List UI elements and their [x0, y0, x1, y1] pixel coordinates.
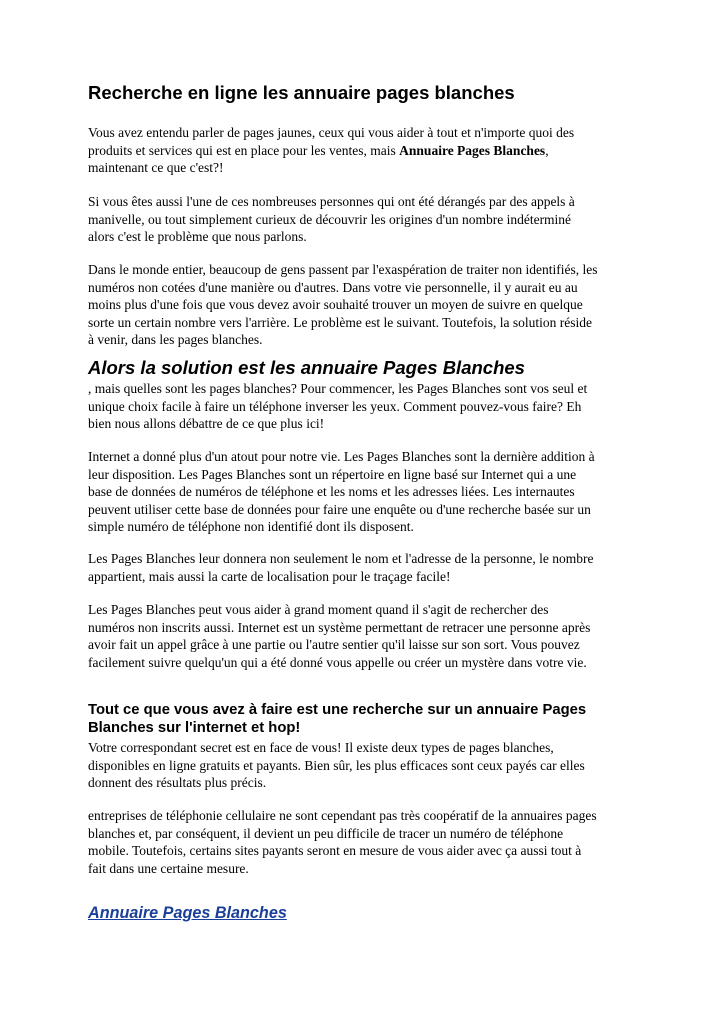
- section-heading-search: [88, 702, 648, 738]
- paragraph-9: [88, 807, 648, 877]
- paragraph-6: [88, 550, 648, 585]
- heading-line: Blanches sur l'internet et hop!: [88, 719, 301, 736]
- paragraph-5: [88, 448, 648, 536]
- text-line: à venir, dans les pages blanches.: [88, 332, 263, 348]
- text-line: unique choix facile à faire un téléphone inverser les yeux. Comment pouvez-vous faire? Eh: [88, 398, 582, 414]
- text-line: appartient, mais aussi la carte de localisation pour le traçage facile!: [88, 568, 451, 584]
- section-heading-solution: Alors la solution est les annuaire Pages Blanches: [88, 357, 525, 378]
- text-line: Votre correspondant secret est en face de vous! Il existe deux types de pages blanches,: [88, 740, 554, 755]
- page-title: Recherche en ligne les annuaire pages blanches: [88, 82, 515, 103]
- text-line: maintenant ce que c'est?!: [88, 160, 224, 176]
- text-line: [88, 142, 648, 160]
- text-line: peuvent utiliser cette base de données pour faire une enquête ou d'une recherche basée sur un: [88, 501, 591, 517]
- paragraph-intro: [88, 124, 648, 177]
- text-line: blanches et, par conséquent, il devient un peu difficile de tracer un numéro de téléphone: [88, 825, 564, 841]
- paragraph-4: [88, 380, 648, 433]
- text-line: Dans le monde entier, beaucoup de gens passent par l'exaspération de traiter non identifiés, les: [88, 262, 598, 277]
- text-line: avoir fait un appel grâce à une partie ou l'autre sentier qu'il laisse sur son sort. Vous pouvez: [88, 637, 580, 653]
- text-line: bien nous allons débattre de ce que plus ici!: [88, 416, 325, 432]
- text-line: manivelle, ou tout simplement curieux de découvrir les origines d'un nombre indéterminé: [88, 211, 572, 227]
- text-line: simple numéro de téléphone non identifié dont ils disposent.: [88, 519, 414, 535]
- paragraph-7: [88, 601, 648, 671]
- text-line: mobile. Toutefois, certains sites payants seront en mesure de vous aider avec ça aussi tout à: [88, 843, 582, 859]
- text-fragment: ,: [545, 142, 549, 158]
- paragraph-3: [88, 261, 648, 349]
- text-line: moins plus d'une fois que vous devez avoir souhaité trouver un moyen de suivre en quelque: [88, 297, 583, 313]
- text-line: sorte un certain nombre vers l'arrière. Le problème est le suivant. Toutefois, la solution réside: [88, 314, 592, 330]
- text-line: , mais quelles sont les pages blanches? Pour commencer, les Pages Blanches sont vos seul et: [88, 381, 588, 396]
- text-line: base de données de numéros de téléphone et les noms et les adresses liées. Les internautes: [88, 484, 575, 500]
- paragraph-2: [88, 193, 648, 246]
- text-line: facilement suivre quelqu'un qui a été donné vous appelle ou créer un mystère dans votre vie.: [88, 654, 587, 670]
- text-line: fait dans une certaine mesure.: [88, 860, 249, 876]
- heading-line: Tout ce que vous avez à faire est une recherche sur un annuaire Pages: [88, 702, 587, 718]
- text-line: numéros non cotées d'une manière ou d'autres. Dans votre vie personnelle, il y aurait eu au: [88, 279, 578, 295]
- text-line: Si vous êtes aussi l'une de ces nombreuses personnes qui ont été dérangés par des appels à: [88, 194, 575, 209]
- text-line: Vous avez entendu parler de pages jaunes, ceux qui vous aider à tout et n'importe quoi des: [88, 125, 575, 140]
- text-fragment: produits et services qui est en place pour les ventes, mais: [88, 142, 400, 158]
- text-line: Les Pages Blanches peut vous aider à grand moment quand il s'agit de rechercher des: [88, 602, 549, 617]
- bold-keyword: Annuaire Pages Blanches: [399, 142, 546, 158]
- text-line: leur disposition. Les Pages Blanches sont un répertoire en ligne basé sur Internet qui a une: [88, 466, 577, 482]
- text-line: donnent des résultats plus précis.: [88, 775, 267, 791]
- text-line: entreprises de téléphonie cellulaire ne sont cependant pas très coopératif de la annuaires pages: [88, 808, 597, 823]
- text-line: disponibles en ligne gratuits et payants. Bien sûr, les plus efficaces sont ceux payés car elles: [88, 757, 585, 773]
- annuaire-pages-blanches-link[interactable]: Annuaire Pages Blanches: [88, 904, 287, 922]
- paragraph-8: [88, 739, 648, 792]
- text-line: numéros non inscrits aussi. Internet est un système permettant de retracer une personne après: [88, 619, 591, 635]
- text-line: Les Pages Blanches leur donnera non seulement le nom et l'adresse de la personne, le nombre: [88, 551, 594, 566]
- text-line: alors c'est le problème que nous parlons.: [88, 229, 307, 245]
- text-line: Internet a donné plus d'un atout pour notre vie. Les Pages Blanches sont la dernière addition à: [88, 449, 595, 464]
